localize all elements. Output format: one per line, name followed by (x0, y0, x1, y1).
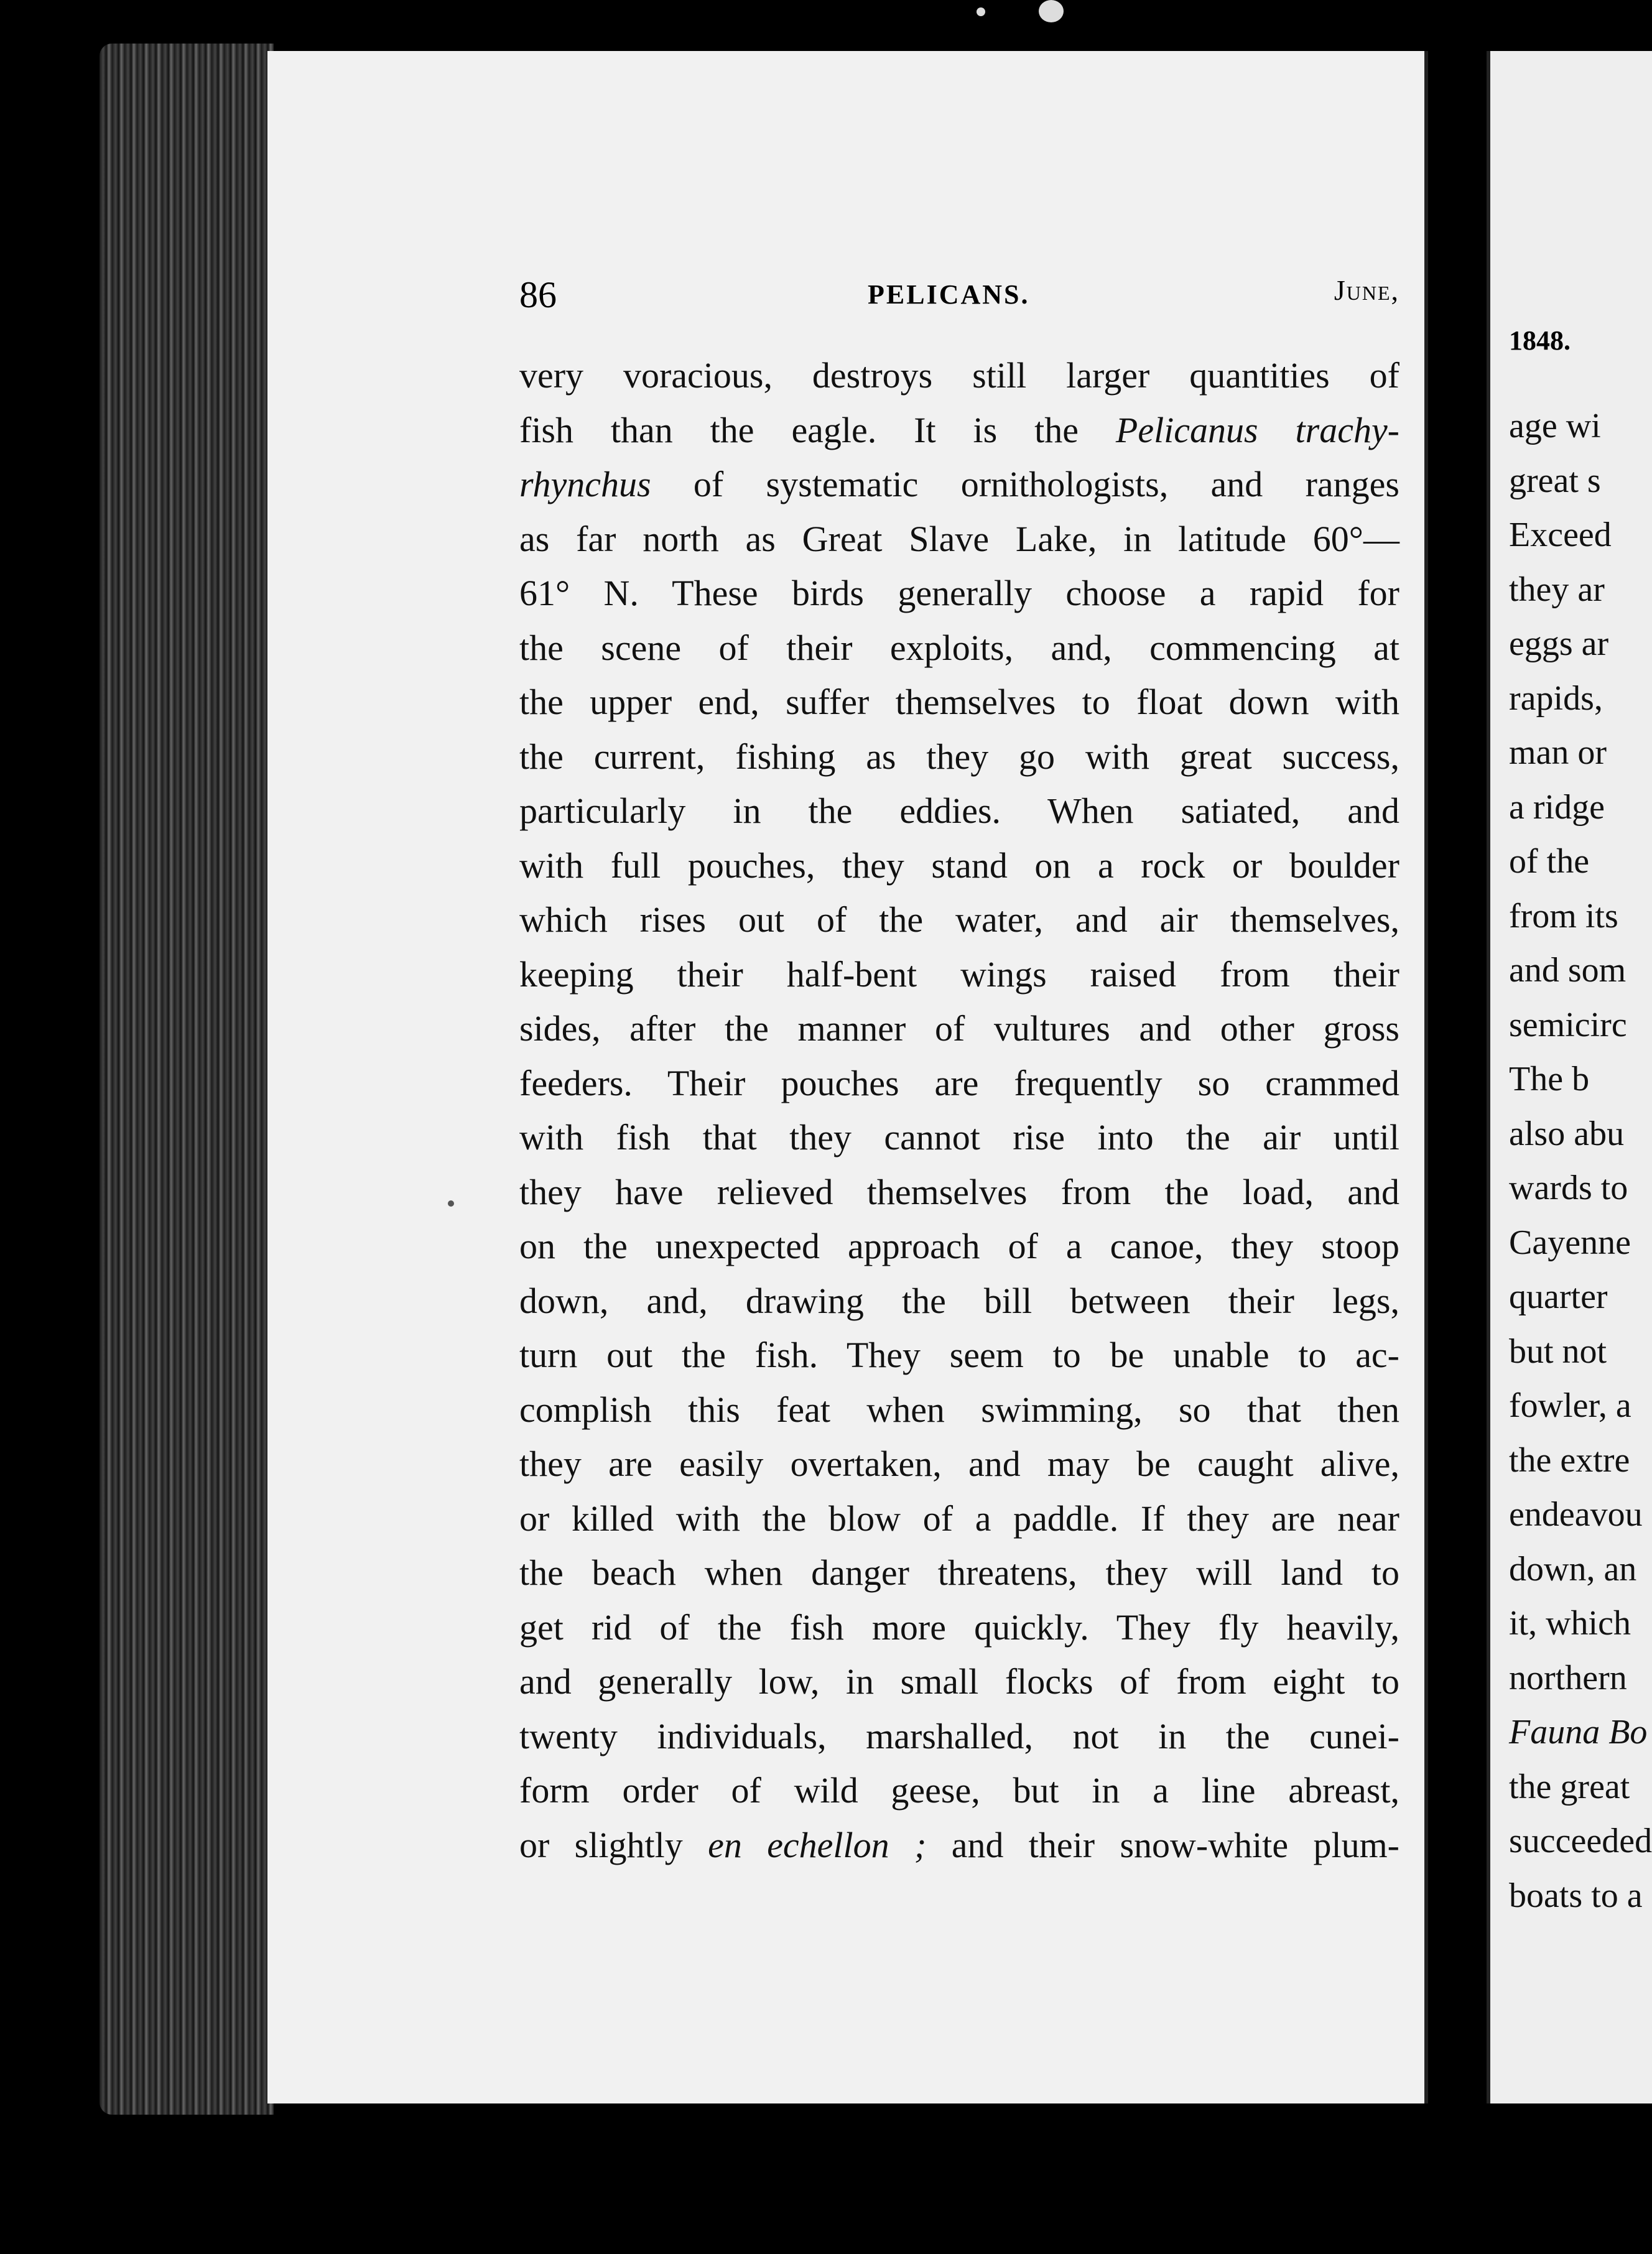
text-fragment: quarter (1509, 1278, 1608, 1316)
text-line (519, 1491, 1399, 1546)
text-segment: fish than the eagle. It is the (519, 409, 1116, 450)
text-segment: and their snow-white plum- (926, 1824, 1399, 1865)
running-head: PELICANS. (868, 279, 1030, 310)
text-segment: keeping their half-bent wings raised from their (519, 953, 1399, 995)
text-line (519, 566, 1399, 621)
book-page-edges (100, 44, 274, 2115)
text-line (519, 1274, 1399, 1329)
text-line (519, 838, 1399, 893)
text-fragment: great s (1509, 461, 1601, 500)
text-line (519, 730, 1399, 784)
text-line (519, 621, 1399, 675)
right-page-lines (1509, 399, 1652, 1923)
text-line (519, 947, 1399, 1002)
text-line (519, 457, 1399, 512)
text-fragment: succeeded (1509, 1822, 1652, 1860)
text-segment: the scene of their exploits, and, commencing at (519, 627, 1399, 668)
text-line (519, 1219, 1399, 1274)
text-fragment: also abu (1509, 1114, 1625, 1153)
text-line (519, 1654, 1399, 1709)
text-segment: sides, after the manner of vultures and other gross (519, 1008, 1399, 1049)
right-page-fragment (1487, 51, 1652, 2103)
text-segment: get rid of the fish more quickly. They fly heavily, (519, 1607, 1399, 1648)
page-header (519, 274, 1399, 323)
text-line (519, 1709, 1399, 1764)
ink-speck (448, 1200, 454, 1207)
text-segment: particularly in the eddies. When satiated, and (519, 791, 1399, 831)
text-segment: 61° N. These birds generally choose a rapid for (519, 573, 1399, 613)
header-year: 1848. (1509, 325, 1571, 356)
text-fragment: man or (1509, 733, 1607, 772)
text-line (519, 1001, 1399, 1056)
text-line (519, 1546, 1399, 1600)
text-segment: which rises out of the water, and air themselves, (519, 899, 1399, 940)
italic-text: Pelicanus trachy- (1115, 409, 1399, 450)
text-fragment: wards to (1509, 1169, 1628, 1207)
text-segment: very voracious, destroys still larger quantities of (519, 355, 1399, 396)
text-line (519, 348, 1399, 403)
text-line (519, 1110, 1399, 1165)
text-fragment: eggs ar (1509, 624, 1609, 663)
text-segment: with full pouches, they stand on a rock or boulder (519, 845, 1399, 886)
text-fragment: The b (1509, 1060, 1590, 1098)
text-segment: with fish that they cannot rise into the air until (519, 1117, 1399, 1157)
page-number: 86 (519, 274, 557, 315)
body-text (519, 348, 1399, 1872)
text-fragment: endeavou (1509, 1495, 1643, 1534)
text-fragment: of the (1509, 842, 1590, 881)
text-segment: twenty individuals, marshalled, not in the cunei- (519, 1715, 1399, 1756)
text-segment: complish this feat when swimming, so that then (519, 1389, 1399, 1430)
text-segment: the upper end, suffer themselves to float down with (519, 682, 1399, 722)
text-segment: form order of wild geese, but in a line abreast, (519, 1770, 1399, 1811)
text-fragment: from its (1509, 896, 1618, 935)
text-fragment: but not (1509, 1332, 1607, 1371)
text-segment: turn out the fish. They seem to be unable to ac- (519, 1335, 1399, 1375)
text-segment: down, and, drawing the bill between their legs, (519, 1280, 1399, 1321)
text-segment: as far north as Great Slave Lake, in latitude 60°— (519, 518, 1399, 559)
text-line (519, 1818, 1399, 1873)
ink-speck (977, 7, 985, 16)
text-line (519, 1437, 1399, 1491)
text-fragment: northern (1509, 1658, 1627, 1697)
text-fragment: boats to a (1509, 1876, 1643, 1915)
text-fragment: it, which (1509, 1604, 1631, 1643)
text-line (519, 784, 1399, 838)
text-segment: and generally low, in small flocks of from eight to (519, 1661, 1399, 1702)
italic-text: rhynchus (519, 464, 651, 504)
text-line (519, 1383, 1399, 1437)
text-fragment: down, an (1509, 1549, 1637, 1588)
header-month: June, (1334, 274, 1399, 306)
text-line (519, 1600, 1399, 1655)
text-fragment: they ar (1509, 570, 1605, 609)
text-line (519, 1328, 1399, 1383)
text-segment: or killed with the blow of a paddle. If they are near (519, 1498, 1399, 1539)
text-line (519, 893, 1399, 947)
text-line (519, 512, 1399, 567)
text-line (519, 1056, 1399, 1111)
text-fragment: the extre (1509, 1440, 1630, 1480)
text-fragment: age wi (1509, 407, 1601, 445)
text-segment: or slightly (519, 1824, 708, 1865)
text-segment: on the unexpected approach of a canoe, they stoop (519, 1226, 1399, 1266)
text-segment: the current, fishing as they go with great success, (519, 736, 1399, 777)
text-fragment: the great (1509, 1767, 1630, 1806)
text-fragment: and som (1509, 951, 1626, 990)
text-fragment: a ridge (1509, 787, 1605, 827)
ink-speck (1039, 0, 1064, 22)
text-fragment: Cayenne (1509, 1223, 1631, 1262)
italic-text: en echellon ; (708, 1824, 927, 1865)
text-line (519, 675, 1399, 730)
text-segment: they have relieved themselves from the load, and (519, 1171, 1399, 1212)
text-line (519, 1165, 1399, 1220)
text-fragment: Exceed (1509, 516, 1612, 554)
text-segment: the beach when danger threatens, they will land to (519, 1552, 1399, 1593)
text-line (519, 403, 1399, 458)
text-fragment: rapids, (1509, 679, 1603, 718)
text-segment: of systematic ornithologists, and ranges (651, 464, 1399, 504)
text-segment: they are easily overtaken, and may be caught alive, (519, 1444, 1399, 1484)
text-fragment: semicirc (1509, 1005, 1627, 1044)
text-fragment: Fauna Bo (1509, 1713, 1648, 1751)
text-line (519, 1763, 1399, 1818)
text-fragment: fowler, a (1509, 1386, 1631, 1425)
text-segment: feeders. Their pouches are frequently so crammed (519, 1062, 1399, 1103)
